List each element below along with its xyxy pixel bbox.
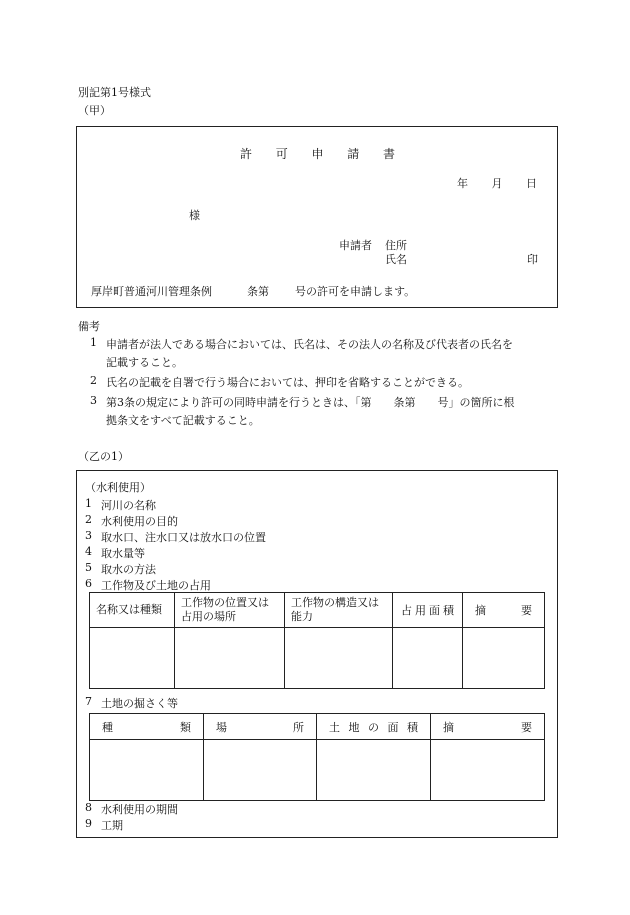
category-label: （水利使用） bbox=[85, 481, 151, 494]
table-cell[interactable] bbox=[90, 628, 175, 689]
table-row bbox=[90, 740, 545, 801]
item-number: 7 bbox=[85, 695, 92, 708]
item-text: 河川の名称 bbox=[101, 499, 156, 512]
note-number: 2 bbox=[90, 374, 97, 387]
title-char: 申 bbox=[311, 147, 324, 161]
col-area: 占 用 面 積 bbox=[393, 593, 463, 628]
col-location: 工作物の位置又は 占用の場所 bbox=[175, 593, 285, 628]
occupancy-table bbox=[89, 592, 545, 689]
notes-heading: 備考 bbox=[78, 320, 100, 333]
table-header-row bbox=[90, 714, 545, 740]
item-number: 2 bbox=[85, 513, 92, 526]
item-number: 1 bbox=[85, 497, 92, 510]
title-char: 請 bbox=[347, 147, 360, 161]
statement-part: 号の許可を申請します。 bbox=[295, 285, 416, 298]
table-cell[interactable] bbox=[285, 628, 393, 689]
table-header-row bbox=[90, 593, 545, 628]
form-title bbox=[240, 145, 395, 162]
item-text: 水利使用の期間 bbox=[101, 803, 178, 816]
note-line: 記載すること。 bbox=[106, 356, 183, 369]
col-place: 場 所 bbox=[204, 714, 317, 740]
statement-part: 厚岸町普通河川管理条例 bbox=[91, 285, 212, 298]
title-char: 書 bbox=[382, 147, 395, 161]
date-field bbox=[457, 175, 537, 191]
item-number: 9 bbox=[85, 817, 92, 830]
addressee-suffix: 様 bbox=[189, 209, 200, 222]
excavation-table bbox=[89, 713, 545, 801]
applicant-label: 申請者 bbox=[339, 239, 372, 252]
item-number: 6 bbox=[85, 577, 92, 590]
item-text: 取水の方法 bbox=[101, 563, 156, 576]
note-number: 3 bbox=[90, 394, 97, 407]
item-number: 8 bbox=[85, 801, 92, 814]
item-text: 工期 bbox=[101, 819, 123, 832]
table-cell[interactable] bbox=[393, 628, 463, 689]
note-line: 氏名の記載を自署で行う場合においては、押印を省略することができる。 bbox=[106, 376, 469, 389]
date-year-label: 年 bbox=[457, 177, 468, 190]
date-month-label: 月 bbox=[491, 177, 503, 190]
water-use-box bbox=[76, 470, 558, 838]
note-number: 1 bbox=[90, 336, 97, 349]
item-number: 4 bbox=[85, 545, 92, 558]
table-cell[interactable] bbox=[431, 740, 545, 801]
note-line: 拠条文をすべて記載すること。 bbox=[106, 414, 260, 427]
item-text: 水利使用の目的 bbox=[101, 515, 178, 528]
col-remarks: 摘 要 bbox=[463, 593, 545, 628]
table-cell[interactable] bbox=[175, 628, 285, 689]
col-structure: 工作物の構造又は 能力 bbox=[285, 593, 393, 628]
date-day-label: 日 bbox=[526, 177, 537, 190]
title-char: 可 bbox=[275, 147, 288, 161]
seal-label: 印 bbox=[527, 253, 538, 266]
col-name-type: 名称又は種類 bbox=[90, 593, 175, 628]
item-text: 工作物及び土地の占用 bbox=[101, 579, 211, 592]
item-number: 3 bbox=[85, 529, 92, 542]
col-land-area: 土 地 の 面 積 bbox=[317, 714, 431, 740]
col-kind: 種 類 bbox=[90, 714, 204, 740]
item-text: 土地の掘さく等 bbox=[101, 697, 178, 710]
section-a-label: （甲） bbox=[78, 104, 111, 117]
title-char: 許 bbox=[240, 147, 253, 161]
name-label: 氏名 bbox=[385, 253, 407, 266]
table-cell[interactable] bbox=[90, 740, 204, 801]
item-text: 取水口、注水口又は放水口の位置 bbox=[101, 531, 266, 544]
section-b-label: （乙の1） bbox=[78, 450, 129, 463]
statement-part: 条第 bbox=[247, 285, 269, 298]
table-cell[interactable] bbox=[317, 740, 431, 801]
table-cell[interactable] bbox=[204, 740, 317, 801]
application-form-box bbox=[76, 126, 558, 308]
table-cell[interactable] bbox=[463, 628, 545, 689]
col-remarks: 摘 要 bbox=[431, 714, 545, 740]
note-line: 申請者が法人である場合においては、氏名は、その法人の名称及び代表者の氏名を bbox=[106, 338, 513, 351]
item-text: 取水量等 bbox=[101, 547, 145, 560]
item-number: 5 bbox=[85, 561, 92, 574]
note-line: 第3条の規定により許可の同時申請を行うときは、「第 条第 号」の箇所に根 bbox=[106, 396, 515, 409]
table-row bbox=[90, 628, 545, 689]
form-id: 別記第1号様式 bbox=[78, 86, 151, 99]
address-label: 住所 bbox=[385, 239, 407, 252]
